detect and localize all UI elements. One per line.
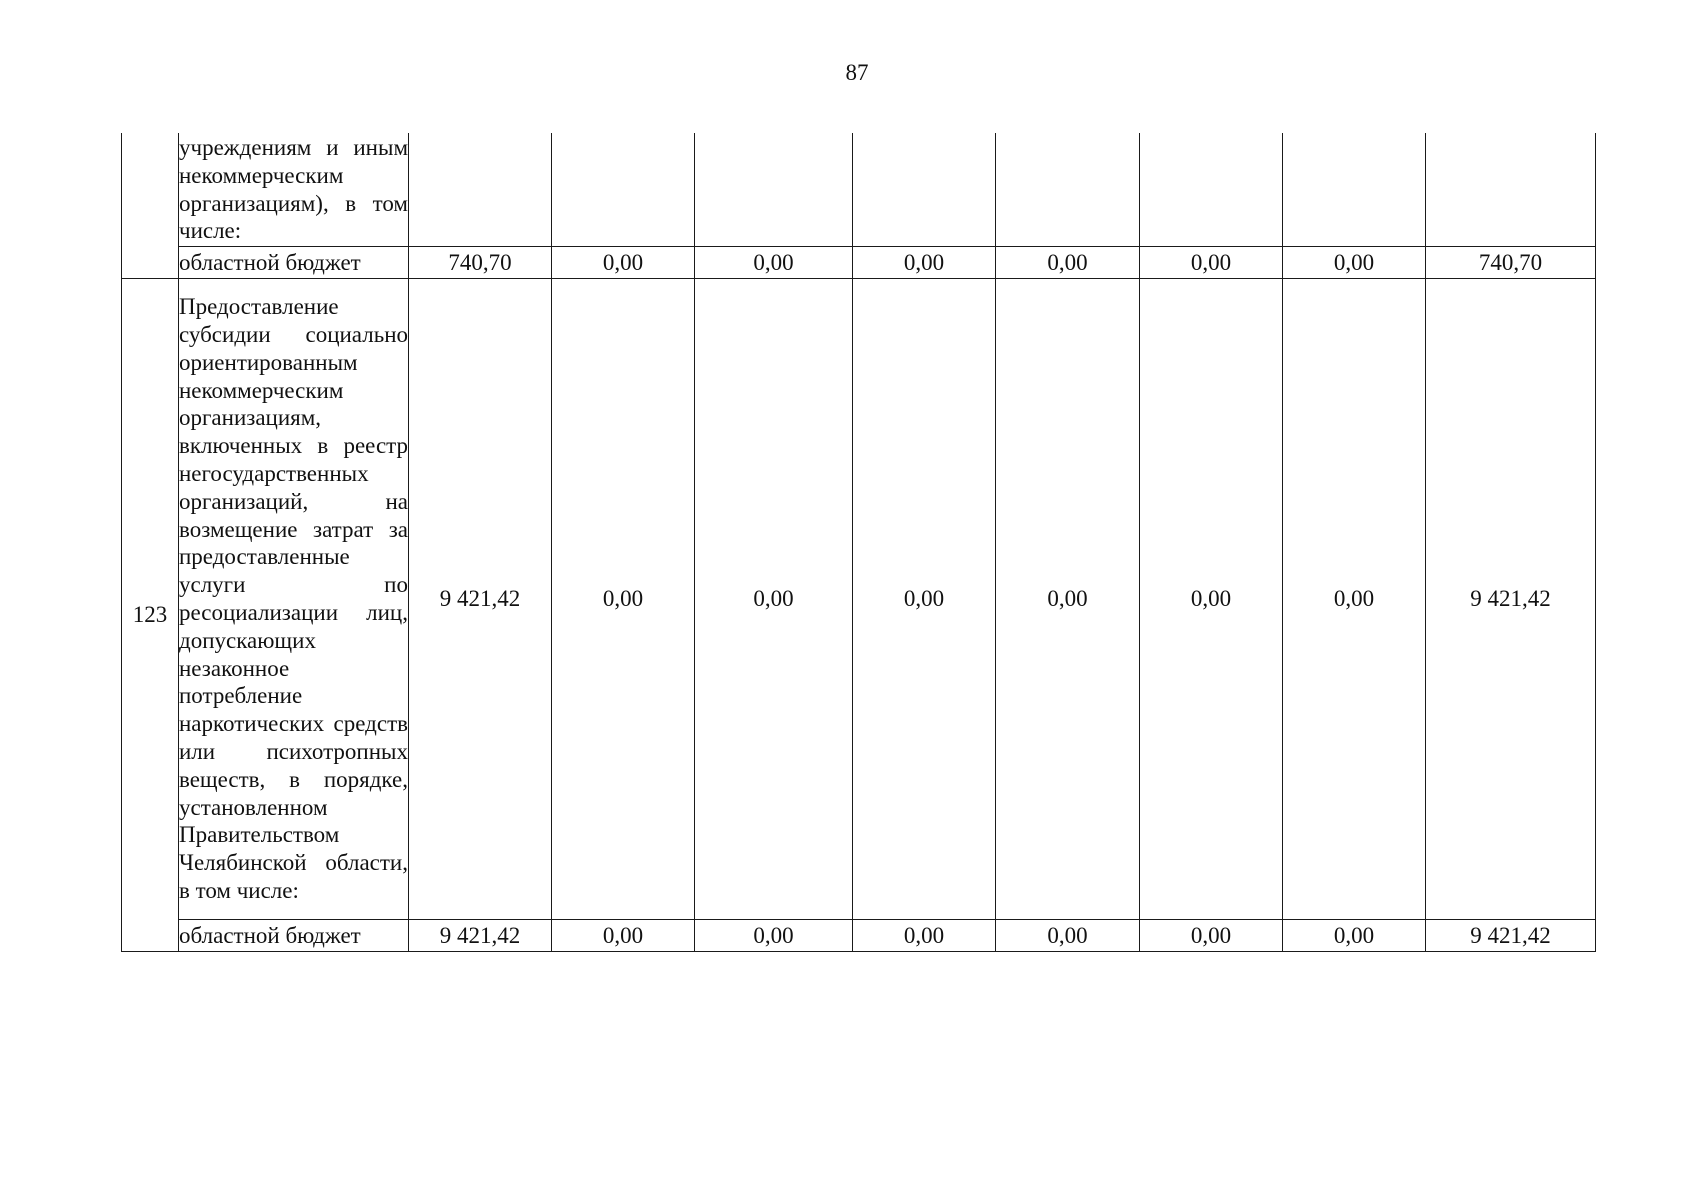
table-row xyxy=(122,247,1596,279)
value-cell: 0,00 xyxy=(996,247,1140,279)
value-cell xyxy=(1283,133,1426,247)
value-cell: 9 421,42 xyxy=(409,920,552,952)
value-cell: 0,00 xyxy=(552,279,695,920)
value-cell: 0,00 xyxy=(1283,920,1426,952)
table-row xyxy=(122,133,1596,247)
value-cell: 0,00 xyxy=(996,279,1140,920)
row-description: Предоставление субсидии социально ориентированным некоммерческим организациям, включенных в реестр негосударственных организаций, на возмещение затрат за предоставленные услуги по ресоциализации лиц, допускающих незаконное потребление наркотических средств или психотропных веществ, в порядке, установленном Правительством Челябинской области, в том числе: xyxy=(179,279,409,920)
budget-table xyxy=(121,133,1596,952)
value-cell: 740,70 xyxy=(1426,247,1596,279)
value-cell xyxy=(1426,133,1596,247)
row-number-cell: 123 xyxy=(122,279,179,952)
value-cell: 9 421,42 xyxy=(409,279,552,920)
value-cell: 0,00 xyxy=(695,247,853,279)
value-cell: 9 421,42 xyxy=(1426,920,1596,952)
value-cell: 0,00 xyxy=(552,920,695,952)
row-description: учреждениям и иным некоммерческим организациям), в том числе: xyxy=(179,133,409,247)
value-cell: 0,00 xyxy=(853,920,996,952)
value-cell xyxy=(695,133,853,247)
page-number: 87 xyxy=(845,60,869,85)
value-cell: 9 421,42 xyxy=(1426,279,1596,920)
value-cell: 0,00 xyxy=(1140,279,1283,920)
value-cell xyxy=(1140,133,1283,247)
funding-source: областной бюджет xyxy=(179,920,409,952)
value-cell: 740,70 xyxy=(409,247,552,279)
value-cell xyxy=(552,133,695,247)
value-cell: 0,00 xyxy=(552,247,695,279)
value-cell: 0,00 xyxy=(853,247,996,279)
value-cell: 0,00 xyxy=(695,279,853,920)
value-cell xyxy=(409,133,552,247)
value-cell xyxy=(853,133,996,247)
value-cell: 0,00 xyxy=(695,920,853,952)
value-cell: 0,00 xyxy=(1140,247,1283,279)
row-number-cell xyxy=(122,133,179,279)
value-cell xyxy=(996,133,1140,247)
value-cell: 0,00 xyxy=(1140,920,1283,952)
funding-source: областной бюджет xyxy=(179,247,409,279)
table-row xyxy=(122,920,1596,952)
value-cell: 0,00 xyxy=(996,920,1140,952)
table-row xyxy=(122,279,1596,920)
value-cell: 0,00 xyxy=(1283,247,1426,279)
value-cell: 0,00 xyxy=(853,279,996,920)
value-cell: 0,00 xyxy=(1283,279,1426,920)
